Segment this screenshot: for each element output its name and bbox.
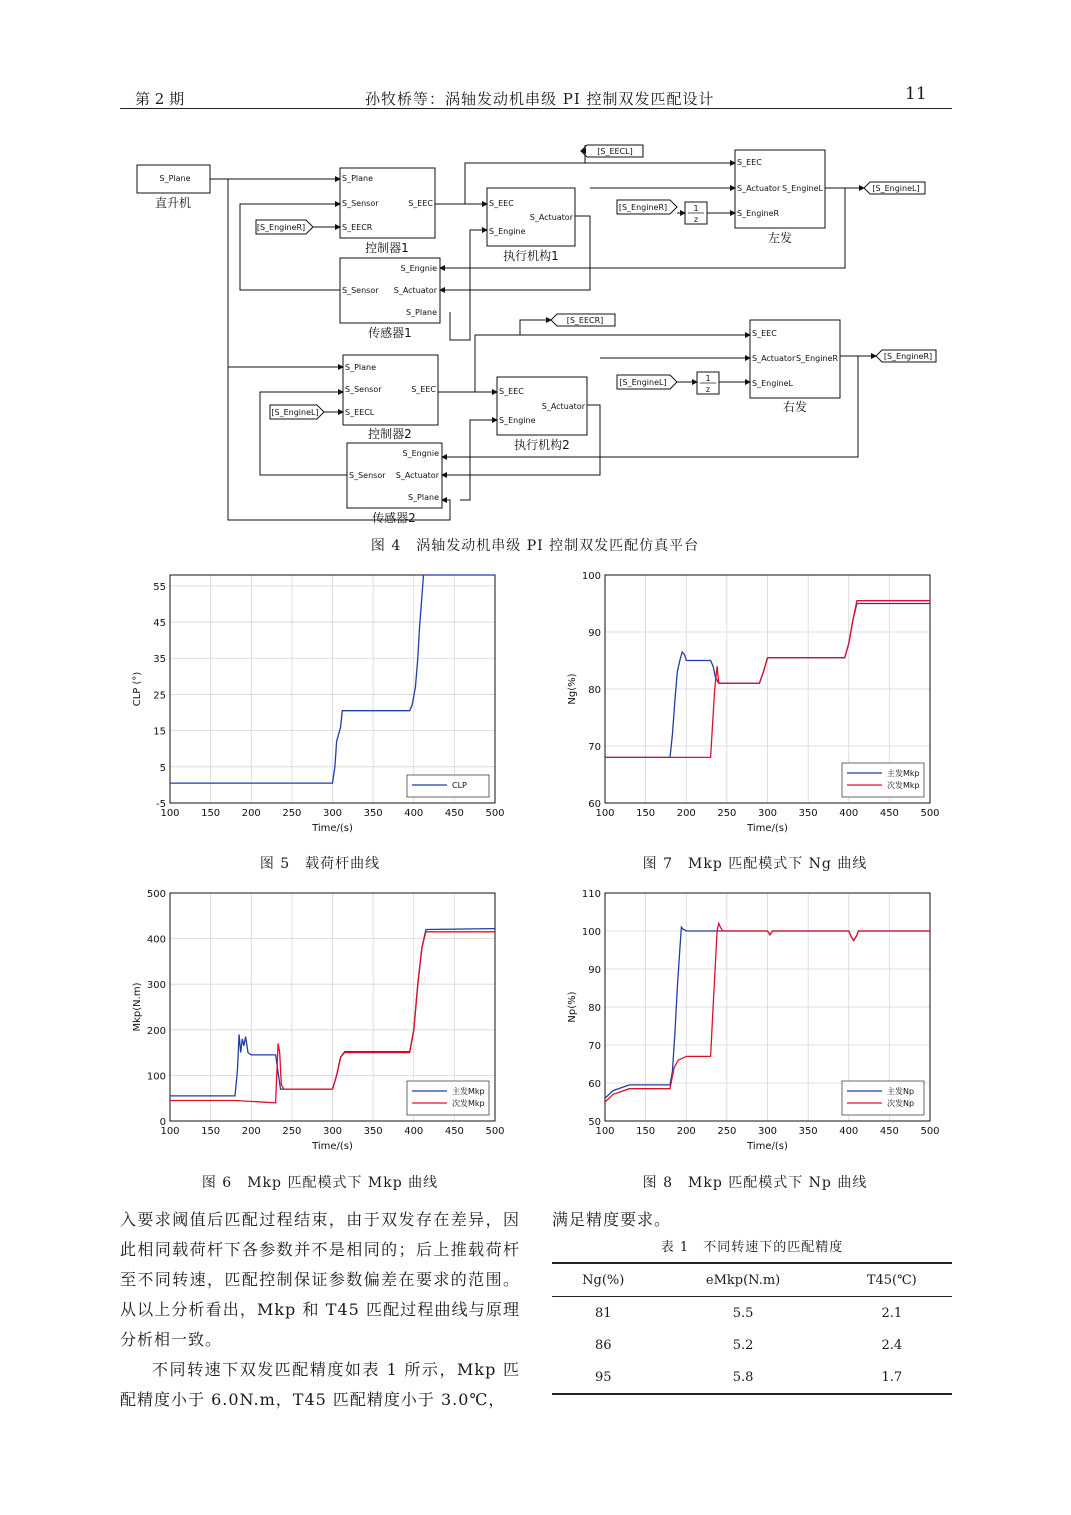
x-tick-label: 450	[444, 808, 464, 819]
y-axis-label: Ng(%)	[567, 673, 578, 705]
table-row	[552, 1329, 952, 1361]
table-cell: 2.4	[881, 1337, 903, 1353]
table-row	[552, 1297, 952, 1330]
x-tick-label: 250	[282, 1126, 302, 1137]
y-tick-label: 300	[146, 980, 166, 992]
x-tick-label: 400	[404, 808, 424, 819]
svg-text:S_EngineL: S_EngineL	[752, 379, 793, 388]
fig7-caption: 图 7 Mkp 匹配模式下 Ng 曲线	[642, 856, 868, 872]
page-number: 11	[905, 84, 927, 104]
y-tick-label: 90	[588, 628, 601, 639]
x-tick-label: 150	[636, 808, 656, 819]
svg-text:z: z	[693, 215, 699, 224]
x-tick-label: 200	[241, 808, 261, 819]
y-tick-label: 500	[146, 889, 166, 900]
svg-text:[S_EngineR]: [S_EngineR]	[883, 352, 933, 361]
chart-clp	[120, 565, 520, 840]
y-tick-label: 200	[146, 1025, 166, 1037]
x-axis-label: Time/(s)	[747, 823, 788, 834]
table-cell: 5.5	[732, 1305, 754, 1321]
block-diagram	[120, 130, 950, 530]
svg-text:S_Actuator: S_Actuator	[393, 286, 437, 295]
y-tick-label: 5	[159, 762, 166, 774]
fig5-caption: 图 5 载荷杆曲线	[259, 856, 381, 872]
legend-label: 主发Mkp	[452, 1087, 485, 1096]
svg-text:执行机构1: 执行机构1	[503, 249, 559, 263]
x-tick-label: 200	[241, 1126, 261, 1137]
y-tick-label: -5	[156, 799, 166, 810]
svg-text:[S_EECR]: [S_EECR]	[566, 316, 604, 325]
y-tick-label: 400	[146, 934, 166, 946]
svg-text:S_EngineR: S_EngineR	[737, 209, 780, 218]
col-header-ng: Ng(%)	[582, 1272, 625, 1288]
svg-text:1: 1	[693, 204, 699, 213]
x-tick-label: 450	[879, 1126, 899, 1137]
x-tick-label: 400	[839, 1126, 859, 1137]
table-cell: 81	[594, 1305, 612, 1321]
legend-label: 主发Np	[887, 1087, 915, 1096]
svg-text:z: z	[705, 385, 711, 394]
chart-mkp	[120, 883, 520, 1158]
chart-np	[555, 883, 955, 1158]
body-right-para1: 满足精度要求。	[552, 1210, 672, 1229]
x-tick-label: 450	[879, 808, 899, 819]
svg-text:S_Plane: S_Plane	[407, 493, 439, 502]
y-tick-label: 55	[153, 581, 166, 593]
x-tick-label: 250	[282, 808, 302, 819]
x-tick-label: 300	[322, 808, 343, 819]
svg-text:1: 1	[705, 374, 711, 383]
x-tick-label: 200	[676, 808, 696, 819]
x-tick-label: 150	[636, 1126, 656, 1137]
svg-text:左发: 左发	[767, 231, 793, 245]
svg-text:S_EEC: S_EEC	[752, 329, 777, 338]
svg-text:控制器2: 控制器2	[368, 427, 412, 441]
x-tick-label: 300	[322, 1126, 343, 1137]
svg-text:控制器1: 控制器1	[365, 241, 409, 255]
x-tick-label: 500	[485, 808, 505, 819]
x-axis-label: Time/(s)	[747, 1141, 788, 1152]
fig6-caption: 图 6 Mkp 匹配模式下 Mkp 曲线	[201, 1175, 439, 1191]
y-tick-label: 35	[153, 654, 166, 666]
y-tick-label: 80	[588, 1003, 601, 1014]
y-axis-label: CLP (°)	[132, 671, 143, 707]
y-tick-label: 70	[588, 742, 601, 753]
svg-text:传感器1: 传感器1	[368, 326, 412, 340]
svg-text:传感器2: 传感器2	[372, 511, 416, 525]
svg-text:S_Engine: S_Engine	[489, 227, 526, 236]
x-tick-label: 100	[595, 1126, 615, 1137]
x-tick-label: 350	[798, 808, 818, 819]
svg-text:S_EEC: S_EEC	[411, 385, 436, 394]
fig4-caption: 图 4 涡轴发动机串级 PI 控制双发匹配仿真平台	[370, 538, 700, 554]
svg-text:S_EngineL: S_EngineL	[782, 184, 823, 193]
running-title: 孙牧桥等：涡轴发动机串级 PI 控制双发匹配设计	[365, 90, 715, 108]
svg-text:S_EEC: S_EEC	[499, 387, 524, 396]
x-tick-label: 300	[757, 1126, 778, 1137]
x-axis-label: Time/(s)	[312, 1141, 353, 1152]
y-tick-label: 0	[159, 1117, 166, 1128]
x-tick-label: 400	[839, 808, 859, 819]
x-tick-label: 100	[160, 1126, 180, 1137]
y-tick-label: 80	[588, 685, 601, 696]
y-tick-label: 70	[588, 1041, 601, 1052]
svg-text:S_EECR: S_EECR	[342, 223, 373, 232]
svg-text:S_EEC: S_EEC	[408, 199, 433, 208]
y-tick-label: 90	[588, 965, 601, 976]
y-axis-label: Mkp(N.m)	[132, 982, 143, 1032]
y-tick-label: 15	[153, 726, 166, 738]
table-cell: 86	[594, 1337, 612, 1353]
table-cell: 95	[594, 1369, 612, 1385]
table1-caption: 表 1 不同转速下的匹配精度	[660, 1240, 844, 1255]
x-tick-label: 500	[920, 1126, 940, 1137]
svg-text:S_Sensor: S_Sensor	[345, 385, 382, 394]
svg-text:S_Plane: S_Plane	[405, 308, 437, 317]
issue-number: 第 2 期	[135, 90, 185, 108]
helicopter-label: 直升机	[154, 196, 192, 210]
y-tick-label: 50	[588, 1117, 601, 1128]
x-tick-label: 500	[920, 808, 940, 819]
x-tick-label: 300	[757, 808, 778, 819]
table-cell: 1.7	[881, 1369, 903, 1385]
y-tick-label: 110	[581, 889, 601, 900]
svg-text:S_Actuator: S_Actuator	[541, 402, 585, 411]
x-tick-label: 250	[717, 1126, 737, 1137]
fig8-caption: 图 8 Mkp 匹配模式下 Np 曲线	[642, 1175, 868, 1191]
svg-text:S_Actuator: S_Actuator	[395, 471, 439, 480]
col-header-t45: T45(℃)	[866, 1272, 917, 1288]
x-tick-label: 100	[160, 808, 180, 819]
legend-label: 次发Mkp	[887, 781, 920, 790]
x-tick-label: 350	[363, 808, 383, 819]
svg-text:[S_EngineL]: [S_EngineL]	[619, 378, 667, 387]
x-tick-label: 350	[363, 1126, 383, 1137]
table-cell: 5.2	[732, 1337, 754, 1353]
x-tick-label: 400	[404, 1126, 424, 1137]
legend-label: 主发Mkp	[887, 769, 920, 778]
x-tick-label: 150	[201, 808, 221, 819]
y-tick-label: 45	[153, 618, 166, 630]
svg-text:S_Plane: S_Plane	[342, 174, 374, 183]
x-axis-label: Time/(s)	[312, 823, 353, 834]
svg-text:S_Sensor: S_Sensor	[342, 199, 379, 208]
svg-text:S_Engnie: S_Engnie	[400, 264, 437, 273]
body-left-para1: 入要求阈值后匹配过程结束，由于双发存在差异，因此相同载荷杆下各参数并不是相同的；后上推载荷杆至不同转速，匹配控制保证参数偏差在要求的范围。从以上分析看出，Mkp 和 T45 匹配过程曲线与原理分析相一致。	[120, 1210, 520, 1349]
table-cell: 2.1	[881, 1305, 903, 1321]
svg-text:S_Actuator: S_Actuator	[752, 354, 796, 363]
svg-text:S_Actuator: S_Actuator	[529, 213, 573, 222]
x-tick-label: 450	[444, 1126, 464, 1137]
x-tick-label: 250	[717, 808, 737, 819]
svg-text:S_Sensor: S_Sensor	[349, 471, 386, 480]
svg-text:S_EECL: S_EECL	[345, 408, 375, 417]
x-tick-label: 350	[798, 1126, 818, 1137]
y-axis-label: Np(%)	[567, 991, 578, 1023]
legend-label: 次发Np	[887, 1099, 915, 1108]
y-tick-label: 100	[581, 571, 601, 582]
svg-text:[S_EngineR]: [S_EngineR]	[256, 223, 306, 232]
y-tick-label: 60	[588, 799, 601, 810]
table-cell: 5.8	[732, 1369, 754, 1385]
legend-box	[407, 775, 489, 797]
y-tick-label: 60	[588, 1079, 601, 1090]
x-tick-label: 150	[201, 1126, 221, 1137]
svg-text:[S_EngineL]: [S_EngineL]	[872, 184, 920, 193]
y-tick-label: 100	[146, 1071, 166, 1083]
table-row	[552, 1361, 952, 1394]
legend-label: 次发Mkp	[452, 1099, 485, 1108]
svg-text:S_EngineR: S_EngineR	[795, 354, 838, 363]
x-tick-label: 100	[595, 808, 615, 819]
helicopter-port: S_Plane	[159, 174, 191, 183]
svg-text:S_Engnie: S_Engnie	[402, 449, 439, 458]
svg-text:[S_EngineR]: [S_EngineR]	[618, 203, 668, 212]
svg-text:S_Plane: S_Plane	[345, 363, 377, 372]
legend-label: CLP	[452, 781, 467, 790]
svg-text:S_EEC: S_EEC	[737, 158, 762, 167]
svg-text:[S_EECL]: [S_EECL]	[597, 147, 633, 156]
x-tick-label: 200	[676, 1126, 696, 1137]
y-tick-label: 25	[153, 690, 166, 702]
svg-text:执行机构2: 执行机构2	[514, 438, 570, 452]
header-rule	[120, 108, 952, 109]
accuracy-table	[552, 1262, 952, 1395]
svg-text:S_EEC: S_EEC	[489, 199, 514, 208]
svg-text:右发: 右发	[782, 400, 808, 414]
y-tick-label: 100	[581, 927, 601, 938]
body-left-para2: 不同转速下双发匹配精度如表 1 所示，Mkp 匹配精度小于 6.0N.m，T45 匹配精度小于 3.0℃，	[120, 1360, 520, 1409]
x-tick-label: 500	[485, 1126, 505, 1137]
svg-text:[S_EngineL]: [S_EngineL]	[271, 408, 319, 417]
col-header-emkp: eMkp(N.m)	[705, 1272, 781, 1288]
svg-text:S_Actuator: S_Actuator	[737, 184, 781, 193]
chart-ng	[555, 565, 955, 840]
svg-text:S_Engine: S_Engine	[499, 416, 536, 425]
svg-text:S_Sensor: S_Sensor	[342, 286, 379, 295]
table-header-row	[552, 1263, 952, 1297]
